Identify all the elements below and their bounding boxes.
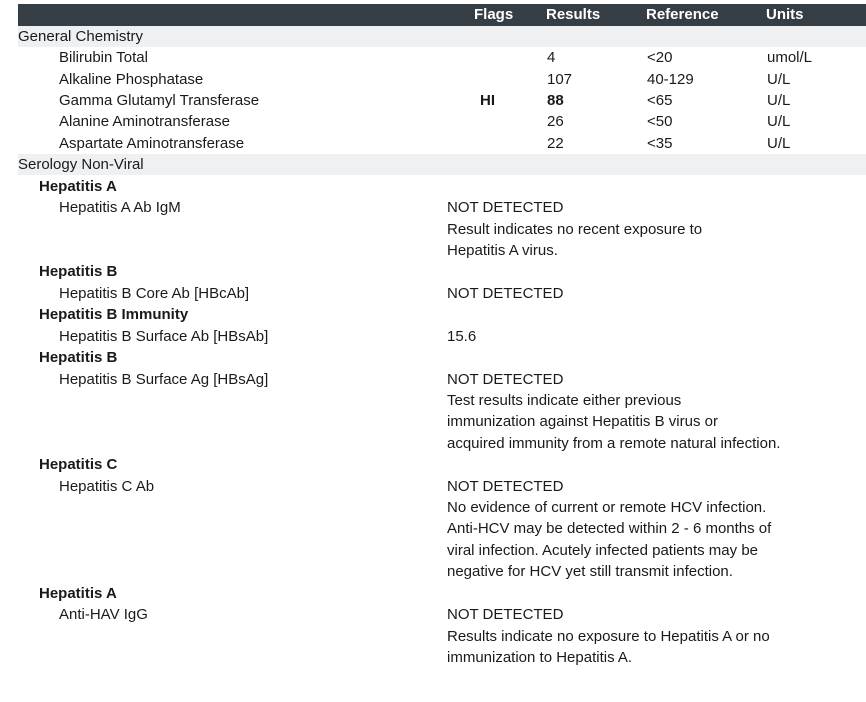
test-name: Hepatitis B Core Ab [HBcAb] — [59, 285, 250, 302]
group-title: Hepatitis C — [39, 456, 118, 473]
test-name: Bilirubin Total — [59, 49, 148, 66]
group-title: Hepatitis B — [39, 263, 118, 280]
test-reference: <35 — [647, 135, 673, 152]
result-comment: acquired immunity from a remote natural infection. — [447, 435, 781, 452]
test-result: NOT DETECTED — [447, 285, 564, 302]
group-title: Hepatitis A — [39, 585, 117, 602]
test-reference: <50 — [647, 113, 673, 130]
test-result: 4 — [547, 49, 556, 66]
test-name: Hepatitis B Surface Ab [HBsAb] — [59, 328, 269, 345]
test-result: NOT DETECTED — [447, 199, 564, 216]
test-result: 26 — [547, 113, 564, 130]
result-comment: Hepatitis A virus. — [447, 242, 558, 259]
test-result: 15.6 — [447, 328, 477, 345]
header-units: Units — [766, 6, 804, 23]
test-unit: U/L — [767, 92, 791, 109]
result-comment: Anti-HCV may be detected within 2 - 6 months of — [447, 520, 772, 537]
test-name: Hepatitis A Ab IgM — [59, 199, 181, 216]
test-name: Hepatitis C Ab — [59, 478, 155, 495]
section-serology-non-viral — [18, 154, 866, 175]
test-name: Aspartate Aminotransferase — [59, 135, 245, 152]
flag-badge: HI — [480, 92, 495, 109]
test-unit: U/L — [767, 113, 791, 130]
result-comment: Results indicate no exposure to Hepatitis A or no — [447, 628, 770, 645]
group-title: Hepatitis A — [39, 178, 117, 195]
results-table-header — [18, 4, 866, 26]
test-name: Alanine Aminotransferase — [59, 113, 230, 130]
group-title: Hepatitis B Immunity — [39, 306, 189, 323]
result-comment: negative for HCV yet still transmit infection. — [447, 563, 733, 580]
test-reference: <20 — [647, 49, 673, 66]
test-reference: 40-129 — [647, 71, 694, 88]
section-title: Serology Non-Viral — [18, 156, 144, 173]
test-reference: <65 — [647, 92, 673, 109]
result-comment: immunization against Hepatitis B virus or — [447, 413, 718, 430]
test-name: Gamma Glutamyl Transferase — [59, 92, 260, 109]
test-result: 107 — [547, 71, 573, 88]
header-flags: Flags — [474, 6, 514, 23]
section-title: General Chemistry — [18, 28, 144, 45]
test-unit: U/L — [767, 135, 791, 152]
result-comment: viral infection. Acutely infected patients may be — [447, 542, 759, 559]
test-name: Anti-HAV IgG — [59, 606, 148, 623]
header-results: Results — [546, 6, 601, 23]
test-result: NOT DETECTED — [447, 606, 564, 623]
result-comment: Test results indicate either previous — [447, 392, 682, 409]
test-unit: U/L — [767, 71, 791, 88]
test-result: NOT DETECTED — [447, 371, 564, 388]
result-comment: No evidence of current or remote HCV infection. — [447, 499, 767, 516]
test-name: Hepatitis B Surface Ag [HBsAg] — [59, 371, 269, 388]
group-title: Hepatitis B — [39, 349, 118, 366]
result-comment: immunization to Hepatitis A. — [447, 649, 633, 666]
test-unit: umol/L — [767, 49, 813, 66]
header-reference: Reference — [646, 6, 719, 23]
test-result: 88 — [547, 92, 564, 109]
test-name: Alkaline Phosphatase — [59, 71, 204, 88]
result-comment: Result indicates no recent exposure to — [447, 221, 703, 238]
section-general-chemistry — [18, 26, 866, 47]
test-result: NOT DETECTED — [447, 478, 564, 495]
test-result: 22 — [547, 135, 564, 152]
